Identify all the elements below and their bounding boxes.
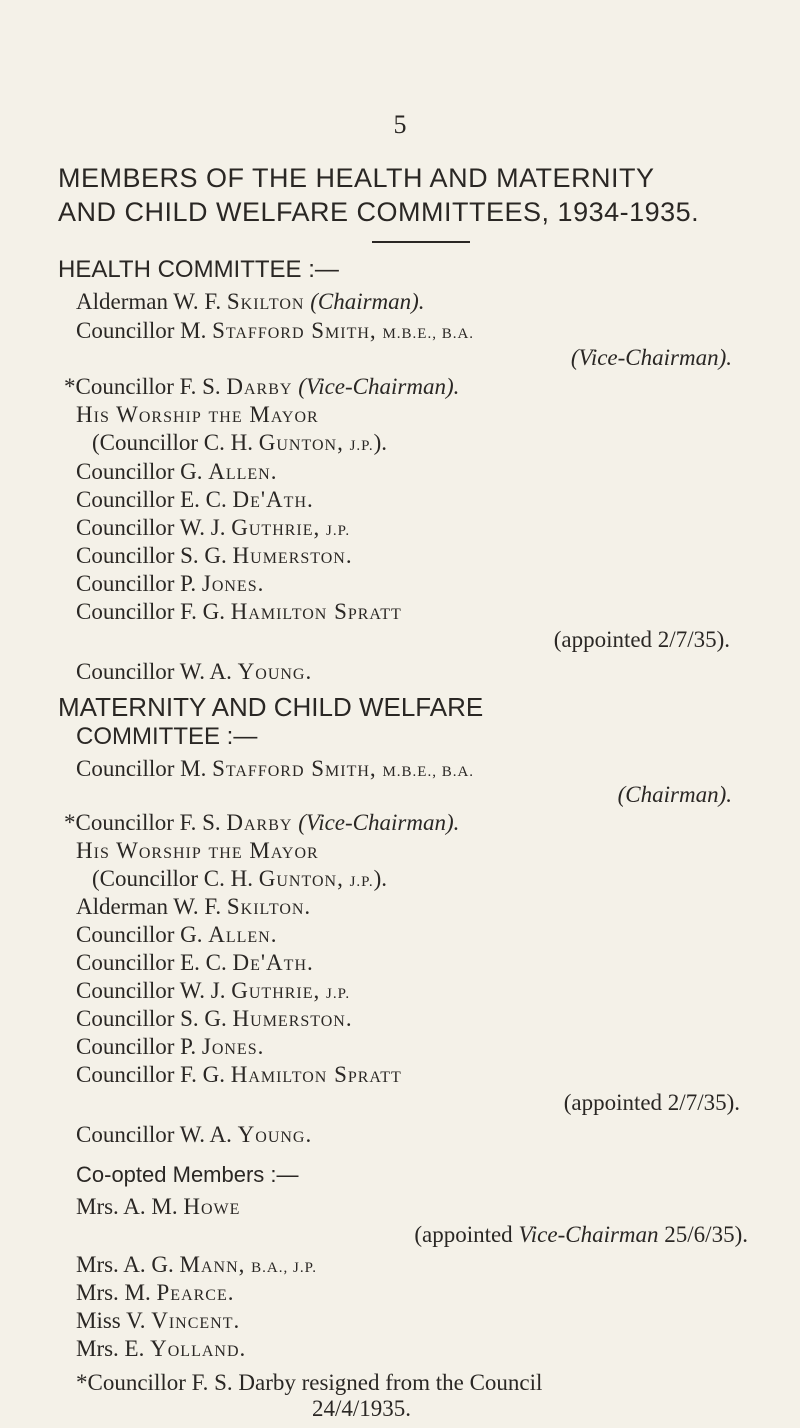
member-role: (Vice-Chairman). — [298, 810, 460, 835]
title-divider — [372, 241, 470, 243]
health-committee-heading: HEALTH COMMITTEE :— — [58, 256, 339, 283]
coopted-member-1-note — [414, 1222, 748, 1248]
member-name: Mann, — [179, 1252, 246, 1277]
coopted-heading: Co-opted Members :— — [76, 1162, 299, 1187]
member-title: Councillor F. G. — [76, 1062, 225, 1087]
member-qualifications: J.P. — [349, 874, 374, 890]
member-title: *Councillor F. S. — [64, 810, 221, 835]
member-name: Pearce. — [156, 1280, 235, 1305]
member-title: Councillor E. C. — [76, 950, 227, 975]
maternity-mayor-detail — [92, 866, 387, 892]
maternity-member-5 — [76, 922, 278, 948]
member-name: Young. — [237, 659, 313, 684]
member-title: Councillor W. A. — [76, 659, 232, 684]
note-text: (appointed — [414, 1222, 513, 1247]
health-member-5 — [76, 459, 278, 485]
member-name: Guthrie, — [231, 978, 321, 1003]
member-name: Howe — [183, 1194, 241, 1219]
health-member-2-role: (Vice-Chairman). — [570, 345, 732, 370]
member-name: De'Ath. — [232, 950, 314, 975]
member-qualifications: M.B.E., B.A. — [382, 326, 475, 342]
health-member-6 — [76, 487, 314, 513]
member-name: Stafford Smith, — [212, 318, 377, 343]
member-name: De'Ath. — [232, 487, 314, 512]
member-title: Councillor W. J. — [76, 978, 226, 1003]
member-name: Skilton. — [226, 894, 312, 919]
member-name: Allen. — [208, 459, 278, 484]
note-date: 25/6/35). — [664, 1222, 748, 1247]
maternity-member-8 — [76, 1006, 353, 1032]
member-title: Alderman W. F. — [76, 289, 222, 314]
member-title: Councillor M. — [76, 318, 207, 343]
coopted-member-1 — [76, 1194, 240, 1220]
member-qualifications: B.A., J.P. — [251, 1260, 317, 1276]
title-line-2: AND CHILD WELFARE COMMITTEES, 1934-1935. — [58, 197, 700, 227]
health-member-10 — [76, 599, 402, 625]
maternity-committee-heading-line-1: MATERNITY AND CHILD WELFARE — [58, 692, 484, 722]
member-title: Mrs. A. G. — [76, 1252, 174, 1277]
health-member-7 — [76, 515, 350, 541]
member-title: Alderman W. F. — [76, 894, 222, 919]
coopted-member-5 — [76, 1336, 246, 1362]
member-name: Hamilton Spratt — [230, 1062, 402, 1087]
member-name: Gunton, — [258, 866, 344, 891]
maternity-member-10-note: (appointed 2/7/35). — [563, 1090, 740, 1115]
member-title: Mrs. E. — [76, 1336, 145, 1361]
member-title: Mrs. M. — [76, 1280, 151, 1305]
member-title: (Councillor C. H. — [92, 430, 253, 455]
member-qualifications: J.P. — [326, 986, 351, 1002]
member-title: Councillor G. — [76, 459, 203, 484]
member-title: Councillor W. J. — [76, 515, 226, 540]
health-mayor-detail — [92, 430, 387, 456]
member-title: Mrs. A. M. — [76, 1194, 178, 1219]
maternity-member-2 — [64, 810, 459, 836]
closing-paren: ). — [373, 866, 388, 891]
member-title: Miss V. — [76, 1308, 146, 1333]
health-mayor: His Worship the Mayor — [76, 402, 319, 427]
member-title: Councillor P. — [76, 1034, 197, 1059]
coopted-member-4 — [76, 1308, 240, 1334]
maternity-member-9 — [76, 1034, 264, 1060]
coopted-member-3 — [76, 1280, 235, 1306]
coopted-member-2 — [76, 1252, 317, 1278]
maternity-mayor: His Worship the Mayor — [76, 838, 319, 863]
maternity-committee-heading-line-2: COMMITTEE :— — [76, 723, 258, 750]
member-name: Jones. — [201, 571, 265, 596]
member-title: *Councillor F. S. — [64, 374, 221, 399]
footnote-line-1: *Councillor F. S. Darby resigned from the Council — [76, 1370, 543, 1395]
maternity-member-4 — [76, 894, 311, 920]
maternity-member-1-role: (Chairman). — [617, 782, 732, 807]
footnote-line-2: 24/4/1935. — [312, 1396, 412, 1421]
health-member-3 — [64, 374, 459, 400]
member-qualifications: M.B.E., B.A. — [382, 764, 475, 780]
member-title: (Councillor C. H. — [92, 866, 253, 891]
member-role: (Vice-Chairman). — [298, 374, 460, 399]
member-name: Yolland. — [150, 1336, 247, 1361]
member-title: Councillor G. — [76, 922, 203, 947]
health-member-8 — [76, 543, 353, 569]
member-title: Councillor S. G. — [76, 1006, 227, 1031]
member-name: Jones. — [201, 1034, 265, 1059]
member-name: Humerston. — [232, 1006, 353, 1031]
member-qualifications: J.P. — [326, 523, 351, 539]
member-title: Councillor M. — [76, 756, 207, 781]
health-member-11 — [76, 659, 312, 685]
title-line-1: MEMBERS OF THE HEALTH AND MATERNITY — [58, 163, 655, 193]
member-title: Councillor F. G. — [76, 599, 225, 624]
member-title: Councillor S. G. — [76, 543, 227, 568]
member-name: Darby — [226, 374, 293, 399]
member-name: Stafford Smith, — [212, 756, 377, 781]
member-title: Councillor W. A. — [76, 1122, 232, 1147]
member-role: (Chairman). — [310, 289, 425, 314]
member-title: Councillor E. C. — [76, 487, 227, 512]
member-title: Councillor P. — [76, 571, 197, 596]
member-name: Gunton, — [258, 430, 344, 455]
member-name: Young. — [237, 1122, 313, 1147]
member-role: Vice-Chairman — [518, 1222, 659, 1247]
maternity-member-11 — [76, 1122, 312, 1148]
health-member-10-note: (appointed 2/7/35). — [553, 627, 730, 652]
health-member-1 — [76, 289, 425, 315]
member-name: Humerston. — [232, 543, 353, 568]
maternity-member-10 — [76, 1062, 402, 1088]
maternity-member-6 — [76, 950, 314, 976]
maternity-member-1 — [76, 756, 474, 782]
member-name: Skilton — [226, 289, 305, 314]
member-name: Guthrie, — [231, 515, 321, 540]
member-name: Allen. — [208, 922, 278, 947]
closing-paren: ). — [373, 430, 388, 455]
member-name: Vincent. — [151, 1308, 241, 1333]
page-number: 5 — [393, 110, 407, 139]
health-member-9 — [76, 571, 264, 597]
member-qualifications: J.P. — [349, 438, 374, 454]
member-name: Hamilton Spratt — [230, 599, 402, 624]
member-name: Darby — [226, 810, 293, 835]
health-member-2 — [76, 318, 474, 344]
maternity-member-7 — [76, 978, 350, 1004]
